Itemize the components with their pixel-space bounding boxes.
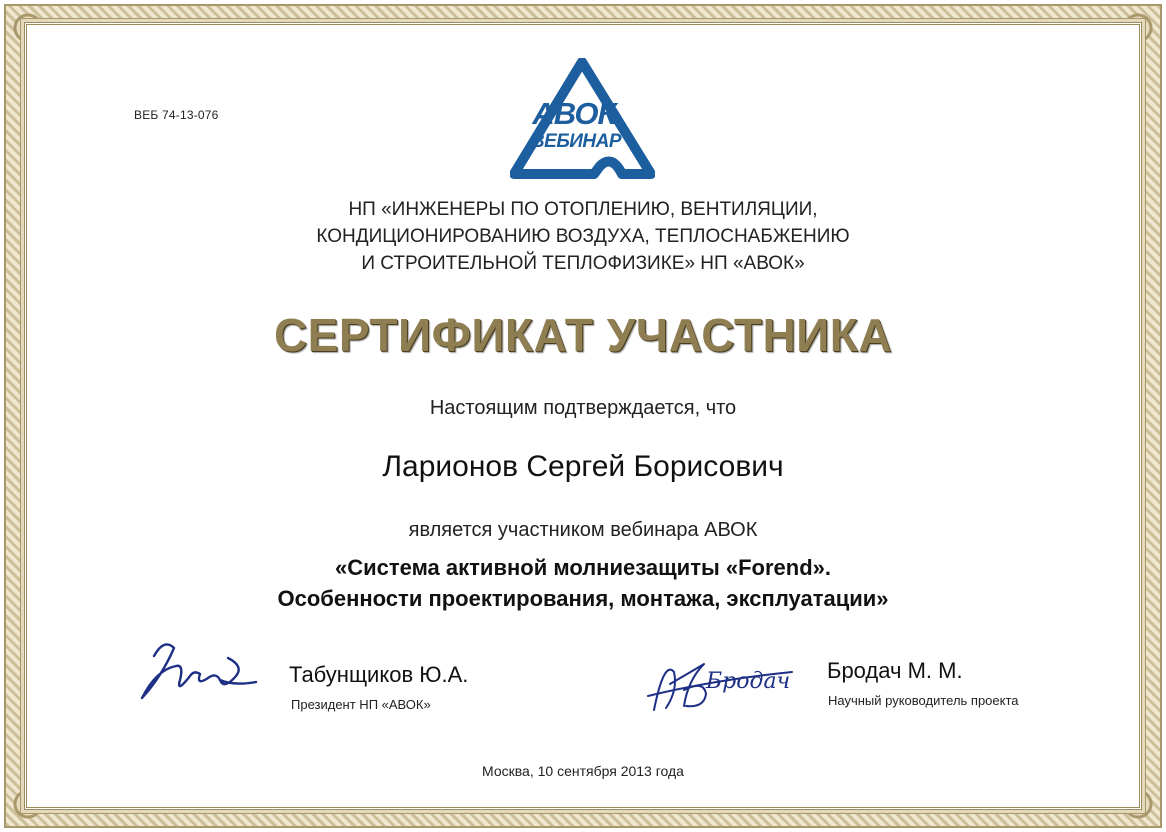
signature-tabunshchikov bbox=[124, 636, 264, 706]
logo-text-abok: АВОК bbox=[532, 96, 616, 131]
abok-webinar-logo bbox=[510, 58, 655, 180]
signature-brodach bbox=[644, 650, 794, 720]
certificate-title: СЕРТИФИКАТ УЧАСТНИКА bbox=[273, 309, 893, 361]
signature-text: Бродач bbox=[706, 669, 791, 694]
signer-name: Табунщиков Ю.А. bbox=[289, 662, 469, 687]
webinar-title-line: Особенности проектирования, монтажа, эксплуатации» bbox=[277, 586, 889, 611]
organization-line: НП «ИНЖЕНЕРЫ ПО ОТОПЛЕНИЮ, ВЕНТИЛЯЦИИ, bbox=[348, 199, 818, 220]
webinar-title-line: «Система активной молниезащиты «Forend». bbox=[334, 555, 832, 580]
place-and-date: Москва, 10 сентября 2013 года bbox=[482, 763, 684, 779]
signer-name: Бродач М. М. bbox=[827, 658, 963, 683]
logo-text-webinar: ВЕБИНАР bbox=[530, 131, 622, 152]
signer-role: Президент НП «АВОК» bbox=[291, 697, 431, 712]
organization-name bbox=[0, 196, 1166, 277]
document-code: ВЕБ 74-13-076 bbox=[134, 108, 219, 122]
confirmation-text: Настоящим подтверждается, что bbox=[429, 397, 737, 419]
participant-name: Ларионов Сергей Борисович bbox=[382, 450, 784, 483]
organization-line: КОНДИЦИОНИРОВАНИЮ ВОЗДУХА, ТЕПЛОСНАБЖЕНИЮ bbox=[316, 226, 850, 247]
signer-role: Научный руководитель проекта bbox=[828, 693, 1019, 708]
webinar-title bbox=[0, 552, 1166, 614]
organization-line: И СТРОИТЕЛЬНОЙ ТЕПЛОФИЗИКЕ» НП «АВОК» bbox=[361, 253, 805, 274]
participation-text: является участником вебинара АВОК bbox=[408, 519, 758, 541]
